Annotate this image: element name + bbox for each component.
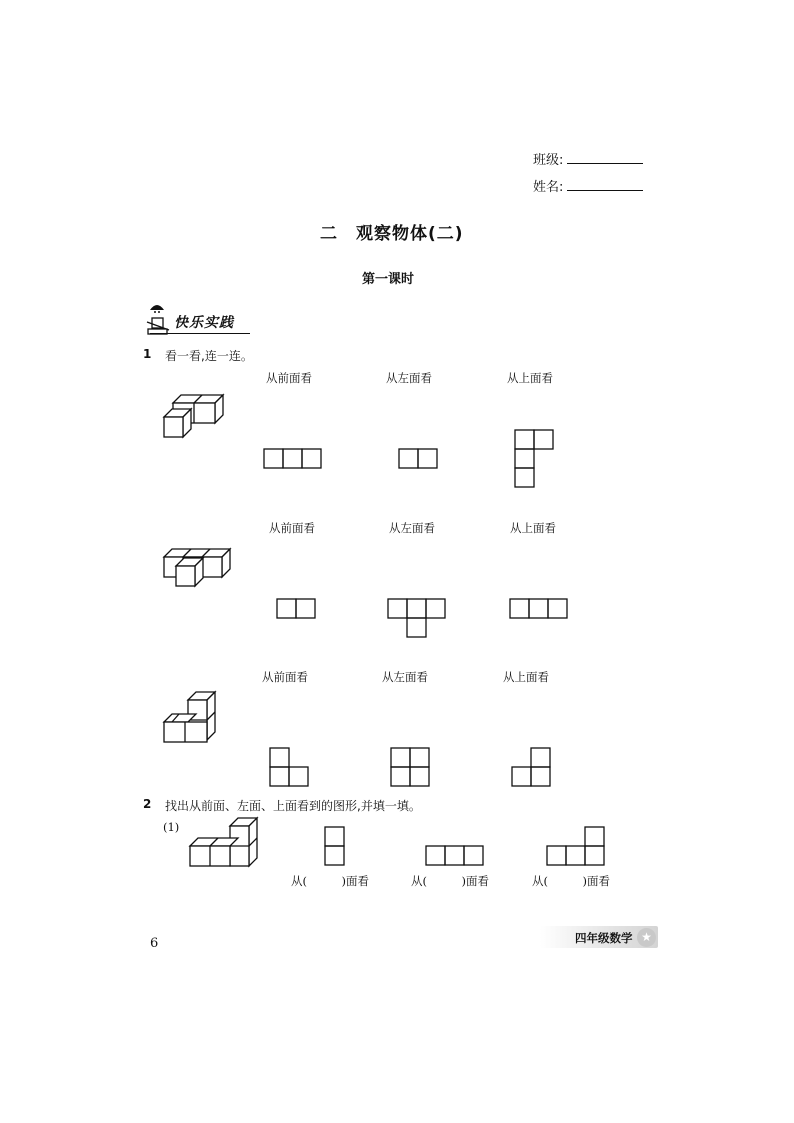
q2-view-step-shape: [547, 827, 609, 869]
q2-blank-2[interactable]: 从( )面看: [411, 874, 489, 888]
g3-label-top: 从上面看: [503, 670, 549, 684]
g2-cube-solid: [160, 545, 235, 590]
q1-number: 1: [143, 347, 152, 361]
mascot-icon: [143, 302, 173, 336]
q2-part-label: (1): [163, 820, 180, 834]
g3-view-square: [391, 748, 433, 790]
section-badge: [174, 312, 234, 332]
q2-prompt: 找出从前面、左面、上面看到的图形,并填一填。: [165, 799, 421, 813]
g1-label-front: 从前面看: [266, 371, 312, 385]
star-icon: ★: [637, 928, 656, 947]
class-label: 班级:: [533, 153, 564, 168]
class-blank-line[interactable]: [567, 163, 643, 164]
page-number: 6: [150, 936, 159, 951]
name-blank-line[interactable]: [567, 190, 643, 191]
g1-view-l-shape: [515, 430, 557, 492]
g3-label-left: 从左面看: [382, 670, 428, 684]
lesson-subtitle: 第一课时: [362, 272, 415, 287]
g2-view-three-row: [510, 599, 572, 621]
g2-view-t-shape: [388, 599, 450, 641]
g2-label-left: 从左面看: [389, 521, 435, 535]
g1-label-left: 从左面看: [386, 371, 432, 385]
g3-label-front: 从前面看: [262, 670, 308, 684]
name-field: [533, 176, 645, 194]
g2-label-front: 从前面看: [269, 521, 315, 535]
q2-view-three-row: [426, 846, 488, 868]
g3-cube-solid: [160, 692, 225, 752]
g2-view-two-row: [277, 599, 319, 621]
q2-blank-3[interactable]: 从( )面看: [532, 874, 610, 888]
q2-view-column: [325, 827, 347, 869]
q2-number: 2: [143, 797, 152, 811]
section-underline: [150, 333, 250, 334]
g3-view-l-shape: [270, 748, 312, 790]
g1-view-three-row: [264, 449, 324, 471]
q2-cube-solid: [188, 818, 263, 868]
class-field: [533, 149, 645, 167]
g1-label-top: 从上面看: [507, 371, 553, 385]
section-badge-text: 快乐实践: [174, 315, 234, 331]
q2-blank-1[interactable]: 从( )面看: [291, 874, 369, 888]
name-label: 姓名:: [533, 180, 564, 195]
page-title: 二 观察物体(二): [320, 224, 464, 244]
g2-label-top: 从上面看: [510, 521, 556, 535]
q1-prompt: 看一看,连一连。: [165, 349, 253, 363]
g1-cube-solid: [160, 395, 230, 445]
book-label: 四年级数学: [575, 931, 633, 945]
g3-view-j-shape: [512, 748, 554, 790]
g1-view-two-row: [399, 449, 441, 471]
